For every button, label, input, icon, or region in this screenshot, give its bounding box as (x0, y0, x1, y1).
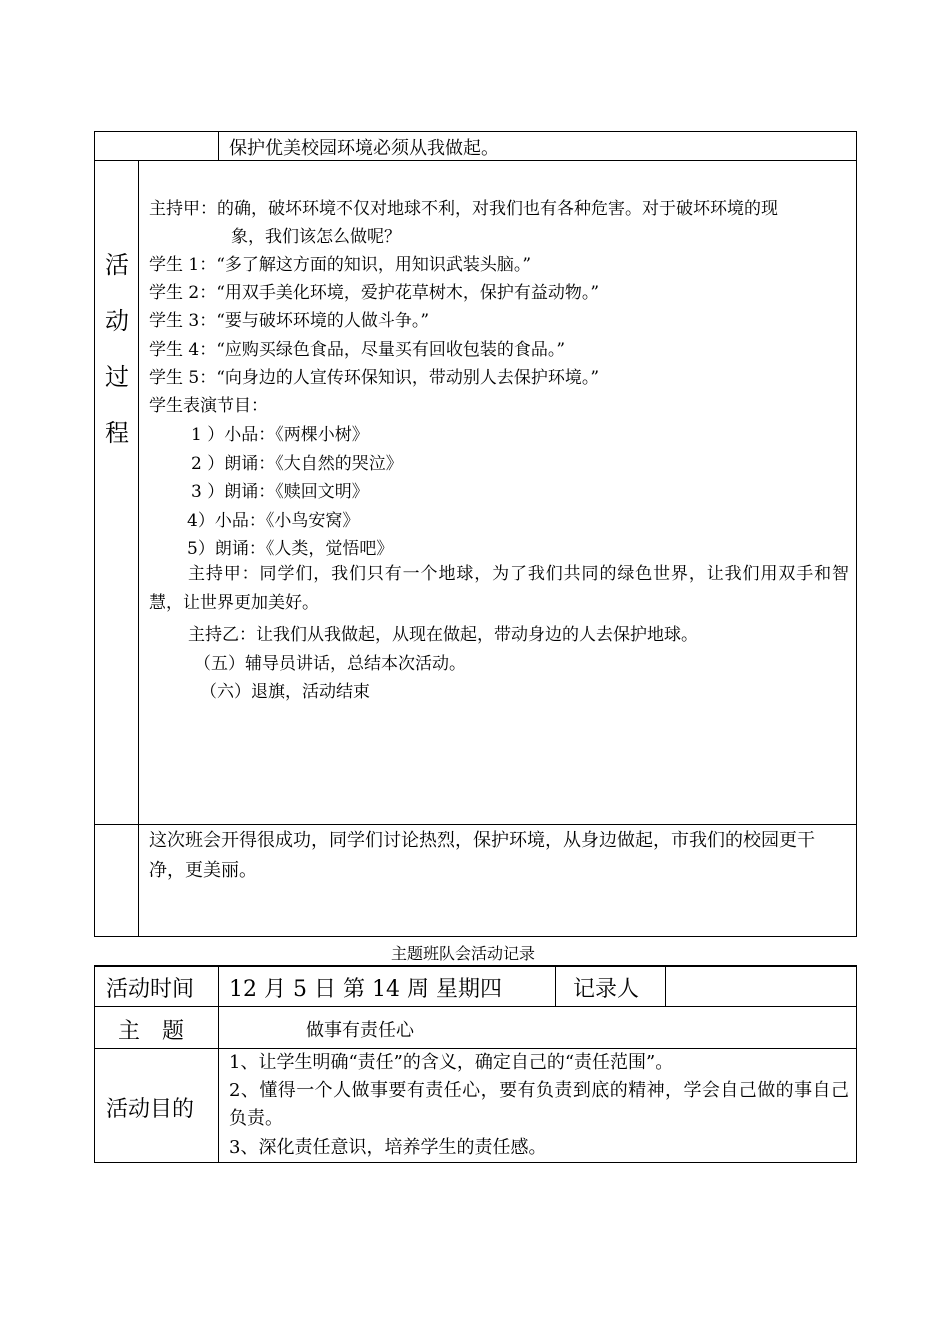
step-six: （六）退旗，活动结束 (200, 682, 370, 702)
purpose-label: 活动目的 (106, 1097, 195, 1122)
activity-time-value: 12 月 5 日 第 14 周 星期四 (229, 977, 502, 1002)
student-5-line: 学生 5：“向身边的人宣传环保知识，带动别人去保护环境。” (149, 368, 600, 388)
process-label-char: 活 (105, 251, 129, 279)
purpose-item-2: 2、懂得一个人做事要有责任心，要有负责到底的精神，学会自己做的事自己负责。 (229, 1080, 849, 1129)
host-a-line-1: 主持甲：的确，破坏环境不仅对地球不利，对我们也有各种危害。对于破坏环境的现 (149, 199, 778, 219)
performance-item: 3 ）朗诵：《赎回文明》 (191, 482, 369, 502)
theme-value: 做事有责任心 (306, 1020, 414, 1041)
first-row-text: 保护优美校园环境必须从我做起。 (229, 138, 499, 159)
activity-time-label: 活动时间 (106, 977, 195, 1002)
performance-item: 2 ）朗诵：《大自然的哭泣》 (191, 454, 403, 474)
process-label-char: 过 (105, 363, 129, 391)
host-b-closing: 主持乙：让我们从我做起，从现在做起，带动身边的人去保护地球。 (188, 625, 698, 645)
student-4-line: 学生 4：“应购买绿色食品，尽量买有回收包装的食品。” (149, 340, 566, 360)
performance-item: 1 ）小品：《两棵小树》 (191, 425, 369, 445)
theme-label: 主 题 (118, 1019, 185, 1044)
performance-item: 4）小品：《小鸟安窝》 (187, 511, 360, 531)
performance-title: 学生表演节目： (149, 396, 268, 416)
recorder-label: 记录人 (573, 977, 640, 1002)
step-five: （五）辅导员讲话，总结本次活动。 (194, 654, 466, 674)
host-a-line-2: 象，我们该怎么做呢？ (231, 227, 401, 247)
process-label-char: 动 (105, 307, 129, 335)
process-label-char: 程 (105, 419, 129, 447)
student-3-line: 学生 3：“要与破坏环境的人做斗争。” (149, 311, 430, 331)
student-2-line: 学生 2：“用双手美化环境，爱护花草树木，保护有益动物。” (149, 283, 600, 303)
record-caption: 主题班队会活动记录 (391, 944, 536, 963)
activity-summary: 这次班会开得很成功，同学们讨论热烈，保护环境，从身边做起，市我们的校园更干净，更美丽。 (149, 830, 815, 881)
purpose-item-1: 1、让学生明确“责任”的含义，确定自己的“责任范围”。 (229, 1052, 674, 1073)
student-1-line: 学生 1：“多了解这方面的知识，用知识武装头脑。” (149, 255, 532, 275)
purpose-item-3: 3、深化责任意识，培养学生的责任感。 (229, 1137, 547, 1158)
host-a-closing: 主持甲：同学们，我们只有一个地球，为了我们共同的绿色世界，让我们用双手和智慧，让世界更加美好。 (149, 564, 849, 613)
performance-item: 5）朗诵：《人类，觉悟吧》 (187, 539, 394, 559)
